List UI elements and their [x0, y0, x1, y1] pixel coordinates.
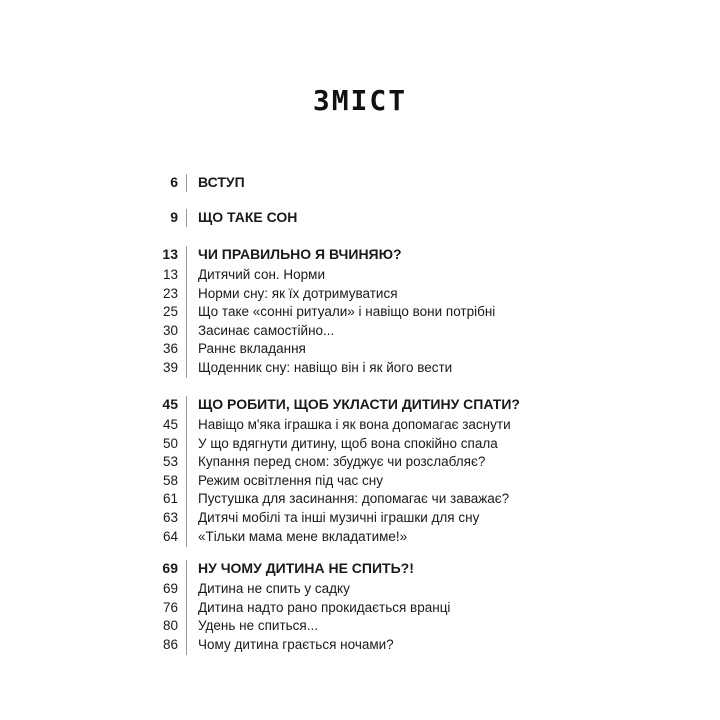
section-title: НУ ЧОМУ ДИТИНА НЕ СПИТЬ?!: [198, 560, 414, 576]
entry-title: Навіщо м'яка іграшка і як вона допомагає заснути: [198, 417, 511, 432]
entry-page-number: 61: [162, 491, 178, 507]
entry-title: Дитячі мобілі та інші музичні іграшки для сну: [198, 510, 480, 525]
section-page-number: 6: [170, 174, 178, 190]
entry-page-number: 69: [162, 581, 178, 596]
toc-entry: [0, 321, 720, 341]
toc-entry: [0, 415, 720, 435]
entry-title: У що вдягнути дитину, щоб вона спокійно спала: [198, 435, 498, 451]
toc-section: [0, 558, 720, 578]
toc-entry: [0, 339, 720, 359]
toc-entry: [0, 302, 720, 322]
column-divider: [186, 560, 187, 655]
section-title: ЩО РОБИТИ, ЩОБ УКЛАСТИ ДИТИНУ СПАТИ?: [198, 396, 520, 412]
entry-title: Засинає самостійно...: [198, 322, 335, 338]
toc-section: [0, 207, 720, 227]
entry-title: Норми сну: як їх дотримуватися: [198, 285, 398, 301]
entry-page-number: 13: [162, 267, 178, 282]
entry-title: Дитячий сон. Норми: [198, 267, 325, 282]
section-title: ЧИ ПРАВИЛЬНО Я ВЧИНЯЮ?: [198, 246, 402, 262]
toc-entry: [0, 527, 720, 547]
entry-title: Раннє вкладання: [198, 341, 306, 357]
entry-title: Що таке «сонні ритуали» і навіщо вони потрібні: [198, 304, 496, 320]
entry-page-number: 39: [162, 360, 178, 375]
toc-entry: [0, 434, 720, 454]
entry-page-number: 53: [162, 454, 178, 470]
toc-entry: [0, 471, 720, 491]
entry-title: Удень не спиться...: [198, 618, 318, 634]
page-title: ЗМІСТ: [312, 84, 408, 117]
section-title: ВСТУП: [198, 174, 245, 190]
toc-entry: [0, 508, 720, 528]
column-divider: [186, 396, 187, 547]
column-divider: [186, 174, 187, 192]
toc-entry: [0, 452, 720, 472]
entry-title: Режим освітлення під час сну: [198, 472, 383, 488]
entry-page-number: 50: [162, 435, 178, 451]
section-page-number: 45: [162, 396, 178, 412]
column-divider: [186, 209, 187, 227]
entry-title: Дитина не спить у садку: [198, 581, 350, 596]
toc-section: [0, 394, 720, 414]
entry-title: Дитина надто рано прокидається вранці: [198, 599, 451, 615]
section-page-number: 13: [162, 246, 178, 262]
section-page-number: 69: [162, 560, 178, 576]
toc-entry: [0, 579, 720, 599]
section-title: ЩО ТАКЕ СОН: [198, 209, 298, 225]
toc-entry: [0, 358, 720, 378]
toc-section: [0, 172, 720, 192]
toc-entry: [0, 635, 720, 655]
entry-title: Купання перед сном: збуджує чи розслабляє?: [198, 454, 486, 470]
toc-entry: [0, 265, 720, 285]
entry-page-number: 36: [162, 341, 178, 357]
toc-entry: [0, 284, 720, 304]
toc-entry: [0, 616, 720, 636]
entry-page-number: 25: [162, 304, 178, 320]
toc-entry: [0, 489, 720, 509]
entry-page-number: 80: [162, 618, 178, 634]
toc-entry: [0, 598, 720, 618]
entry-page-number: 58: [162, 472, 178, 488]
entry-page-number: 76: [162, 599, 178, 615]
entry-title: Пустушка для засинання: допомагає чи заважає?: [198, 491, 510, 507]
entry-page-number: 45: [162, 417, 178, 432]
entry-page-number: 30: [162, 322, 178, 338]
entry-page-number: 86: [162, 636, 178, 652]
entry-title: Щоденник сну: навіщо він і як його вести: [198, 360, 453, 375]
entry-page-number: 64: [162, 528, 178, 544]
column-divider: [186, 246, 187, 378]
toc-section: [0, 244, 720, 264]
entry-page-number: 63: [162, 510, 178, 525]
entry-title: Чому дитина грається ночами?: [198, 636, 394, 652]
entry-title: «Тільки мама мене вкладатиме!»: [198, 528, 408, 544]
section-page-number: 9: [170, 209, 178, 225]
entry-page-number: 23: [162, 285, 178, 301]
